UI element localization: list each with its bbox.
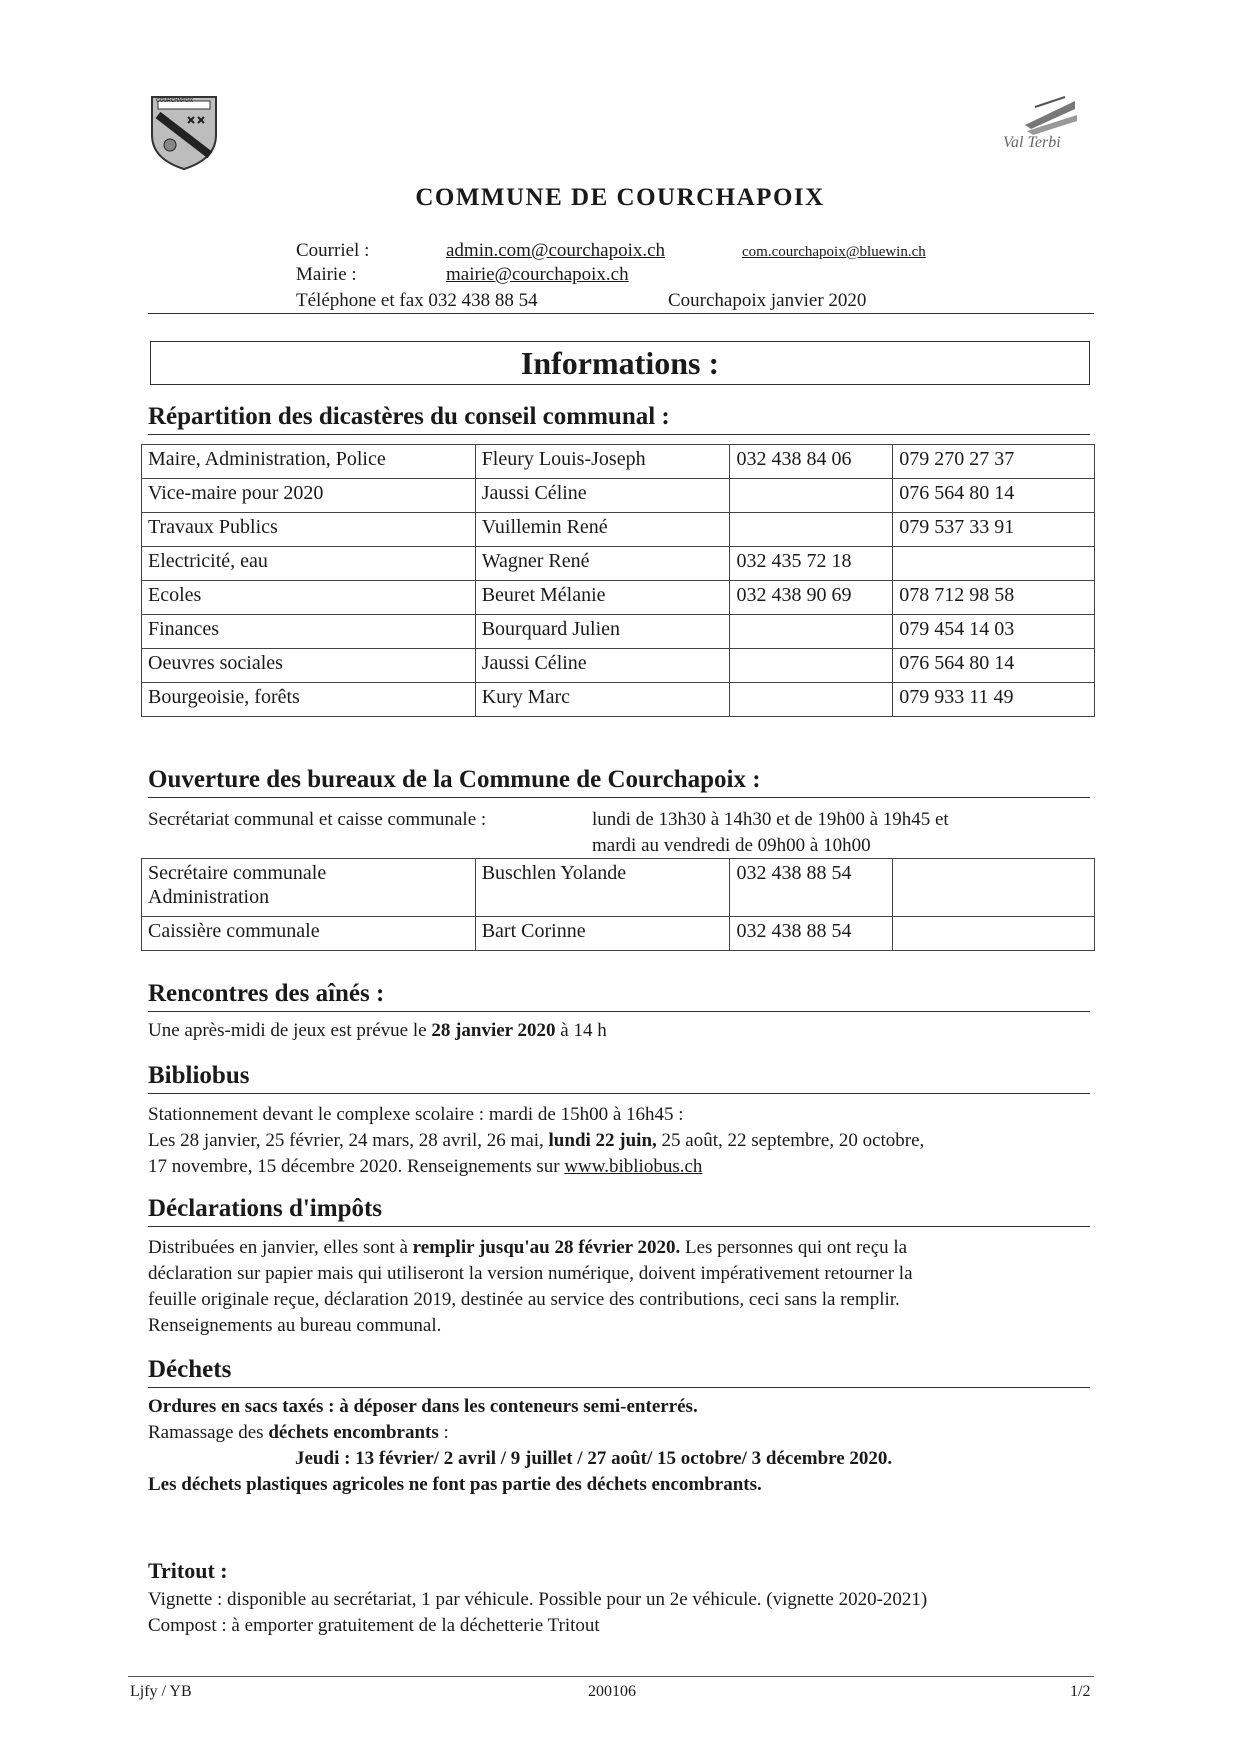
cell-name-text: Kury Marc	[481, 686, 570, 708]
cell-mobile	[893, 917, 1095, 951]
cell-mobile	[893, 615, 1095, 649]
cell-phone-text: 032 438 88 54	[736, 862, 852, 884]
impots-line-1	[148, 1235, 1108, 1261]
dechets-dates: Jeudi : 13 février/ 2 avril / 9 juillet / 27 août/ 15 octobre/ 3 décembre 2020.	[295, 1448, 893, 1469]
letter-date: Courchapoix janvier 2020	[668, 290, 867, 311]
bureaux-hours-1: lundi de 13h30 à 14h30 et de 19h00 à 19h45 et	[592, 809, 949, 830]
impots-text	[148, 1235, 1108, 1339]
heading-tritout: Tritout :	[148, 1558, 228, 1583]
cell-name-text: Bart Corinne	[481, 920, 586, 942]
cell-role-text: Oeuvres sociales	[148, 652, 283, 674]
cell-name	[475, 445, 730, 479]
cell-mobile-text: 079 537 33 91	[899, 516, 1015, 538]
cell-mobile	[893, 859, 1095, 917]
cell-phone	[730, 547, 893, 581]
bibliobus-line-1: Stationnement devant le complexe scolaire : mardi de 15h00 à 16h45 :	[148, 1104, 684, 1125]
cell-role-text: Caissière communale	[148, 920, 320, 942]
footer-author: Ljfy / YB	[130, 1683, 192, 1700]
tritout-line-1: Vignette : disponible au secrétariat, 1 par véhicule. Possible pour un 2e véhicule. (vignette 2020-2021)	[148, 1589, 928, 1610]
cell-name-text: Fleury Louis-Joseph	[481, 448, 646, 470]
aines-text	[148, 1018, 1108, 1044]
cell-name	[475, 615, 730, 649]
cell-mobile	[893, 581, 1095, 615]
footer-page-number: 1/2	[1070, 1683, 1091, 1700]
crest-label: COURCHAPOIX	[156, 98, 194, 104]
bibliobus-line-3	[148, 1154, 1108, 1180]
impots-line-1a: Distribuées en janvier, elles sont à	[148, 1237, 413, 1258]
aines-text-a: Une après-midi de jeux est prévue le	[148, 1020, 432, 1041]
cell-phone-text: 032 438 88 54	[736, 920, 852, 942]
cell-name	[475, 917, 730, 951]
alt-email-link[interactable]: com.courchapoix@bluewin.ch	[742, 244, 926, 260]
cell-phone	[730, 479, 893, 513]
cell-name	[475, 479, 730, 513]
courriel-email-link[interactable]: admin.com@courchapoix.ch	[446, 240, 666, 261]
dechets-colon: :	[438, 1422, 449, 1443]
cell-role	[142, 683, 476, 717]
cell-name	[475, 649, 730, 683]
cell-phone	[730, 649, 893, 683]
cell-name	[475, 683, 730, 717]
bureaux-hours-2: mardi au vendredi de 09h00 à 10h00	[592, 835, 871, 856]
cell-name-text: Beuret Mélanie	[481, 584, 606, 606]
dechets-encombrants: déchets encombrants	[268, 1422, 439, 1443]
valterbi-label: Val Terbi	[1003, 134, 1061, 151]
informations-title: Informations :	[520, 345, 720, 381]
cell-phone	[730, 513, 893, 547]
cell-name-text: Wagner René	[481, 550, 590, 572]
cell-mobile-text: 076 564 80 14	[899, 482, 1015, 504]
courriel-label: Courriel :	[296, 240, 370, 261]
cell-role	[142, 649, 476, 683]
dechets-line-1	[148, 1394, 1108, 1420]
cell-mobile	[893, 547, 1095, 581]
cell-name	[475, 581, 730, 615]
cell-role-text: Bourgeoisie, forêts	[148, 686, 300, 708]
impots-line-4: Renseignements au bureau communal.	[148, 1315, 442, 1336]
cell-name-text: Bourquard Julien	[481, 618, 620, 640]
bibliobus-dates-bold: lundi 22 juin,	[548, 1130, 657, 1151]
cell-mobile-text: 079 270 27 37	[899, 448, 1015, 470]
cell-role	[142, 859, 476, 917]
impots-line-2: déclaration sur papier mais qui utiliseront la version numérique, doivent impérativement retourner la	[148, 1263, 913, 1284]
heading-dicasteres: Répartition des dicastères du conseil communal :	[148, 402, 1090, 435]
cell-phone	[730, 683, 893, 717]
cell-mobile-text: 079 933 11 49	[899, 686, 1014, 708]
cell-mobile	[893, 683, 1095, 717]
cell-phone	[730, 859, 893, 917]
bibliobus-line-2	[148, 1128, 1108, 1154]
table-row	[142, 581, 1095, 615]
bureaux-table	[141, 858, 1095, 951]
header-divider	[148, 313, 1094, 314]
cell-mobile	[893, 649, 1095, 683]
heading-dechets: Déchets	[148, 1355, 1090, 1388]
aines-time: à 14 h	[555, 1020, 607, 1041]
cell-role-text: Maire, Administration, Police	[148, 448, 386, 470]
cell-name	[475, 859, 730, 917]
cell-role	[142, 547, 476, 581]
dechets-ordures: Ordures en sacs taxés : à déposer dans les conteneurs semi-enterrés.	[148, 1396, 698, 1417]
heading-impots: Déclarations d'impôts	[148, 1194, 1090, 1227]
heading-bibliobus: Bibliobus	[148, 1061, 1090, 1094]
cell-role	[142, 917, 476, 951]
table-row	[142, 479, 1095, 513]
aines-date: 28 janvier 2020	[431, 1020, 556, 1041]
dechets-text	[148, 1394, 1108, 1498]
phone-fax: Téléphone et fax 032 438 88 54	[296, 290, 538, 311]
heading-bureaux: Ouverture des bureaux de la Commune de Courchapoix :	[148, 765, 1090, 798]
cell-name	[475, 547, 730, 581]
bibliobus-website-link[interactable]: www.bibliobus.ch	[564, 1156, 703, 1177]
cell-phone	[730, 917, 893, 951]
table-row	[142, 547, 1095, 581]
bibliobus-dates-c: 25 août, 22 septembre, 20 octobre,	[656, 1130, 925, 1151]
cell-role-text: Ecoles	[148, 584, 202, 606]
table-row	[142, 917, 1095, 951]
cell-phone	[730, 581, 893, 615]
footer-reference: 200106	[588, 1683, 636, 1700]
courchapoix-crest-logo	[148, 93, 220, 171]
cell-name-text: Buschlen Yolande	[481, 862, 627, 884]
footer-divider	[128, 1676, 1094, 1677]
bibliobus-info: 17 novembre, 15 décembre 2020. Renseignements sur	[148, 1156, 565, 1177]
cell-role-text: Finances	[148, 618, 220, 640]
cell-phone	[730, 445, 893, 479]
cell-role-text: Vice-maire pour 2020	[148, 482, 324, 504]
cell-phone-text: 032 438 90 69	[736, 584, 852, 606]
cell-mobile-text: 076 564 80 14	[899, 652, 1015, 674]
cell-role	[142, 581, 476, 615]
cell-role-text: Electricité, eau	[148, 550, 268, 572]
dechets-ramassage: Ramassage des	[148, 1422, 269, 1443]
cell-mobile	[893, 445, 1095, 479]
cell-name	[475, 513, 730, 547]
dechets-plastiques: Les déchets plastiques agricoles ne font pas partie des déchets encombrants.	[148, 1474, 762, 1495]
cell-phone	[730, 615, 893, 649]
dicasteres-table	[141, 444, 1095, 717]
table-row	[142, 859, 1095, 917]
cell-role	[142, 513, 476, 547]
cell-phone-text: 032 435 72 18	[736, 550, 852, 572]
dechets-line-2	[148, 1420, 1108, 1446]
cell-role-text: Secrétaire communale	[148, 862, 327, 884]
cell-mobile-text: 078 712 98 58	[899, 584, 1015, 606]
mairie-label: Mairie :	[296, 264, 357, 285]
cell-role	[142, 445, 476, 479]
table-row	[142, 615, 1095, 649]
table-row	[142, 683, 1095, 717]
dechets-line-4	[148, 1472, 1108, 1498]
bibliobus-dates-a: Les 28 janvier, 25 février, 24 mars, 28 avril, 26 mai,	[148, 1130, 549, 1151]
cell-role-text: Administration	[148, 886, 270, 908]
table-row	[142, 513, 1095, 547]
tritout-line-2: Compost : à emporter gratuitement de la déchetterie Tritout	[148, 1615, 600, 1636]
dechets-line-3	[148, 1446, 1108, 1472]
cell-phone-text: 032 438 84 06	[736, 448, 852, 470]
tritout-text	[148, 1587, 1108, 1639]
cell-role	[142, 615, 476, 649]
bibliobus-text	[148, 1102, 1108, 1180]
impots-deadline: remplir jusqu'au 28 février 2020.	[412, 1237, 681, 1258]
cell-mobile-text: 079 454 14 03	[899, 618, 1015, 640]
cell-role-text: Travaux Publics	[148, 516, 278, 538]
cell-name-text: Jaussi Céline	[481, 482, 587, 504]
bureaux-label: Secrétariat communal et caisse communale :	[148, 809, 487, 830]
table-row	[142, 649, 1095, 683]
mairie-email-link[interactable]: mairie@courchapoix.ch	[446, 264, 629, 285]
cell-role	[142, 479, 476, 513]
cell-name-text: Jaussi Céline	[481, 652, 587, 674]
informations-box	[150, 341, 1090, 385]
cell-name-text: Vuillemin René	[481, 516, 608, 538]
cell-mobile	[893, 479, 1095, 513]
impots-line-1c: Les personnes qui ont reçu la	[680, 1237, 908, 1258]
page-title: COMMUNE DE COURCHAPOIX	[415, 184, 825, 211]
cell-mobile	[893, 513, 1095, 547]
impots-line-3: feuille originale reçue, déclaration 2019, destinée au service des contributions, ceci sans la remplir.	[148, 1289, 900, 1310]
table-row	[142, 445, 1095, 479]
heading-aines: Rencontres des aînés :	[148, 979, 1090, 1012]
